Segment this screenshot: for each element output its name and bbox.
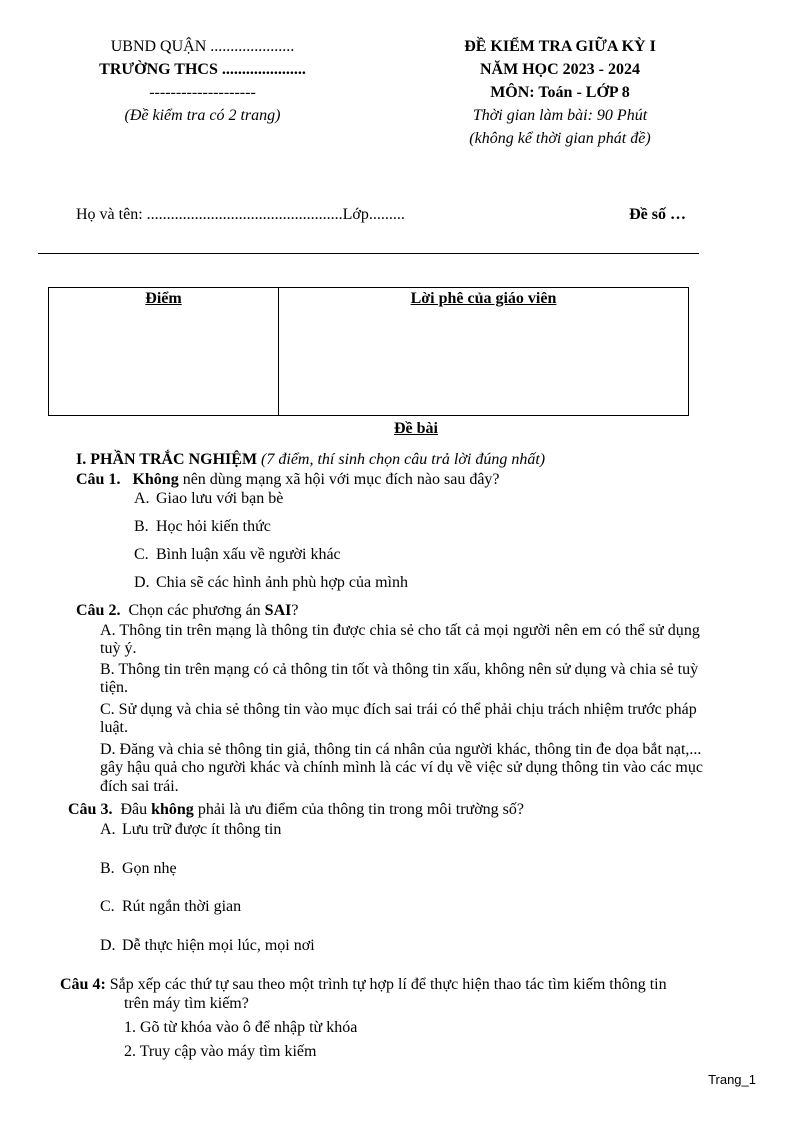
school-line: TRƯỜNG THCS ..................... bbox=[99, 61, 306, 78]
subject-line: MÔN: Toán - LỚP 8 bbox=[490, 84, 630, 101]
q3-option-a[interactable]: A. Lưu trữ được ít thông tin bbox=[100, 821, 282, 838]
question-1-text: nên dùng mạng xã hội với mục đích nào sau đây? bbox=[178, 471, 500, 488]
q2-option-d[interactable]: D. Đăng và chia sẻ thông tin giả, thông tin cá nhân của người khác, thông tin đe dọa bắt nạt,... gây hậu quả cho người khác và chính mình là các ví dụ về việc sử dụng thông tin vào các mục đích sai trái. bbox=[100, 741, 703, 795]
section-title: Đề bài bbox=[394, 420, 438, 437]
question-1 bbox=[76, 471, 500, 489]
part1-title: I. PHẦN TRẮC NGHIỆM bbox=[76, 451, 258, 468]
q1-option-c[interactable]: C. Bình luận xấu về người khác bbox=[134, 546, 341, 563]
student-info-line bbox=[76, 206, 686, 224]
q4-step-1: 1. Gõ từ khóa vào ô để nhập từ khóa bbox=[124, 1019, 358, 1036]
q2-option-b[interactable]: B. Thông tin trên mạng có cả thông tin tốt và thông tin xấu, không nên sử dụng và chia sẻ tuỳ tiện. bbox=[100, 661, 699, 697]
q3-option-d[interactable]: D. Dễ thực hiện mọi lúc, mọi nơi bbox=[100, 937, 315, 954]
q2-option-a[interactable]: A. Thông tin trên mạng là thông tin được chia sẻ cho tất cả mọi người nên em có thể sử dụng tuỳ ý. bbox=[100, 622, 700, 658]
q1-option-a[interactable]: A. Giao lưu với bạn bè bbox=[134, 490, 284, 507]
question-4-number: Câu 4: bbox=[60, 976, 106, 993]
q4-step-2: 2. Truy cập vào máy tìm kiếm bbox=[124, 1043, 317, 1060]
comment-cell bbox=[279, 288, 688, 417]
q3-option-c[interactable]: C. Rút ngắn thời gian bbox=[100, 898, 242, 915]
score-table bbox=[48, 287, 689, 416]
duration-note: (không kể thời gian phát đề) bbox=[469, 130, 651, 147]
question-1-number: Câu 1. bbox=[76, 471, 121, 488]
q2-option-c[interactable]: C. Sử dụng và chia sẻ thông tin vào mục đích sai trái có thể phải chịu trách nhiệm trước pháp luật. bbox=[100, 701, 697, 737]
score-cell bbox=[49, 288, 279, 415]
header-right bbox=[415, 38, 705, 153]
school-year: NĂM HỌC 2023 - 2024 bbox=[480, 61, 640, 78]
header-left bbox=[60, 38, 345, 130]
question-3-number: Câu 3. bbox=[68, 801, 113, 818]
question-4 bbox=[60, 976, 667, 994]
comment-header: Lời phê của giáo viên bbox=[410, 290, 557, 307]
part1-note: (7 điểm, thí sinh chọn câu trả lời đúng nhất) bbox=[261, 451, 546, 468]
question-3-emphasis: không bbox=[151, 801, 194, 818]
question-4-text-cont: trên máy tìm kiếm? bbox=[124, 995, 249, 1012]
q1-option-d[interactable]: D. Chia sẽ các hình ảnh phù hợp của mình bbox=[134, 574, 408, 591]
question-3: Câu 3. Đâu không phải là ưu điểm của thông tin trong môi trường số? bbox=[68, 801, 525, 818]
question-2-emphasis: SAI bbox=[264, 602, 292, 619]
dash-line: -------------------- bbox=[149, 84, 256, 101]
q3-option-b[interactable]: B. Gọn nhẹ bbox=[100, 860, 177, 877]
header-divider bbox=[38, 253, 699, 254]
question-2-number: Câu 2. bbox=[76, 602, 121, 619]
exam-title: ĐỀ KIỂM TRA GIỮA KỲ I bbox=[464, 38, 656, 55]
q1-option-b[interactable]: B. Học hỏi kiến thức bbox=[134, 518, 271, 535]
score-header: Điểm bbox=[145, 290, 182, 307]
exam-code: Đề số … bbox=[629, 206, 686, 223]
part1-heading bbox=[76, 451, 545, 469]
district-line: UBND QUẬN ..................... bbox=[110, 38, 295, 55]
question-1-emphasis: Không bbox=[132, 471, 179, 488]
duration-line: Thời gian làm bài: 90 Phút bbox=[472, 107, 648, 124]
name-class-field[interactable]: Họ và tên: .................................................Lớp......... bbox=[76, 206, 405, 223]
page-number: Trang_1 bbox=[708, 1072, 756, 1087]
pages-note: (Đề kiểm tra có 2 trang) bbox=[124, 107, 281, 124]
question-4-text: Sắp xếp các thứ tự sau theo một trình tự hợp lí để thực hiện thao tác tìm kiếm thông tin bbox=[109, 976, 667, 993]
question-2: Câu 2. Chọn các phương án SAI? bbox=[76, 602, 299, 619]
